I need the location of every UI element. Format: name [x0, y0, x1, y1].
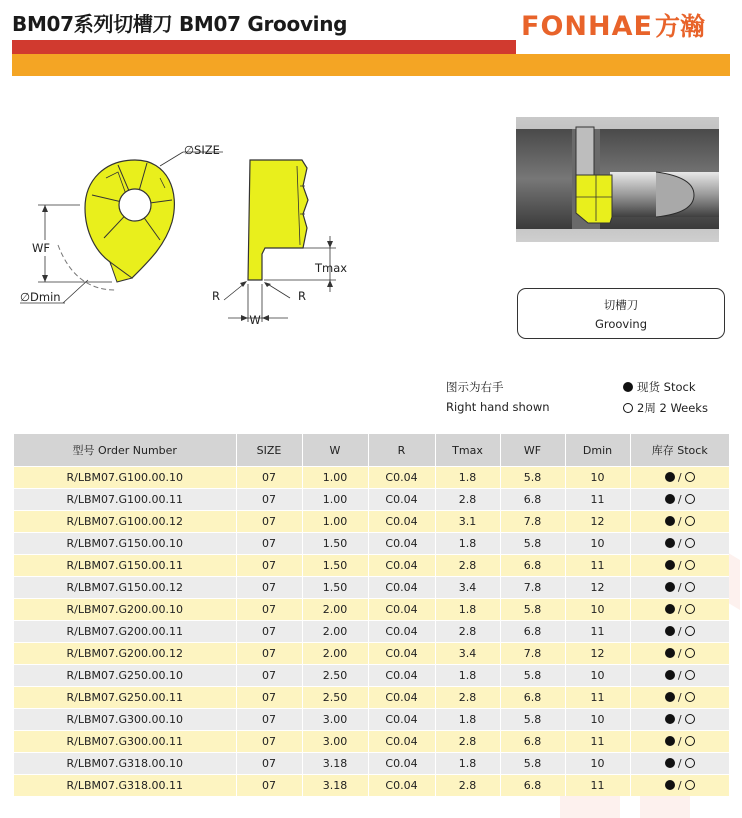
cell-r: C0.04	[368, 599, 435, 621]
cell-w: 2.00	[302, 643, 368, 665]
cell-tmax: 1.8	[435, 467, 500, 489]
cell-r: C0.04	[368, 775, 435, 797]
stock-separator: /	[677, 647, 682, 660]
cell-tmax: 2.8	[435, 489, 500, 511]
application-photo	[516, 117, 719, 242]
filled-circle-icon	[665, 714, 675, 724]
cell-dmin: 11	[565, 489, 630, 511]
filled-circle-icon	[665, 692, 675, 702]
wf-label: WF	[32, 241, 50, 255]
cell-order-number: R/LBM07.G250.00.10	[14, 665, 236, 687]
header-stock: 库存 Stock	[630, 434, 729, 467]
cell-w: 1.50	[302, 533, 368, 555]
table-row	[14, 599, 729, 621]
table-row	[14, 687, 729, 709]
brand-name-en: FONHAE	[521, 11, 653, 42]
cell-stock	[630, 511, 729, 533]
cell-size: 07	[236, 577, 302, 599]
table-header-row	[14, 434, 729, 467]
cell-tmax: 3.1	[435, 511, 500, 533]
cell-w: 1.50	[302, 555, 368, 577]
open-circle-icon	[685, 494, 695, 504]
header-red-bar	[12, 40, 516, 54]
cell-stock	[630, 643, 729, 665]
filled-circle-icon	[665, 670, 675, 680]
open-circle-icon	[685, 560, 695, 570]
application-name-en: Grooving	[594, 317, 648, 331]
table-row	[14, 467, 729, 489]
cell-order-number: R/LBM07.G100.00.10	[14, 467, 236, 489]
cell-order-number: R/LBM07.G318.00.11	[14, 775, 236, 797]
table-row	[14, 643, 729, 665]
filled-circle-icon	[665, 494, 675, 504]
cell-stock	[630, 687, 729, 709]
cell-wf: 5.8	[500, 533, 565, 555]
table-row	[14, 555, 729, 577]
cell-r: C0.04	[368, 555, 435, 577]
cell-stock	[630, 775, 729, 797]
cell-r: C0.04	[368, 577, 435, 599]
stock-separator: /	[677, 713, 682, 726]
open-circle-icon	[685, 736, 695, 746]
cell-r: C0.04	[368, 511, 435, 533]
filled-circle-icon	[665, 736, 675, 746]
cell-tmax: 3.4	[435, 643, 500, 665]
hand-note-cn: 图示为右手	[446, 380, 504, 394]
open-circle-icon	[685, 758, 695, 768]
cell-tmax: 1.8	[435, 665, 500, 687]
stock-separator: /	[677, 559, 682, 572]
cell-wf: 6.8	[500, 621, 565, 643]
cell-dmin: 10	[565, 467, 630, 489]
cell-order-number: R/LBM07.G150.00.10	[14, 533, 236, 555]
legend-stock-text: 现货 Stock	[637, 380, 696, 394]
stock-separator: /	[677, 537, 682, 550]
filled-circle-icon	[665, 582, 675, 592]
open-circle-icon	[685, 626, 695, 636]
table-row	[14, 511, 729, 533]
stock-separator: /	[677, 471, 682, 484]
r-right-label: R	[298, 289, 306, 303]
cell-order-number: R/LBM07.G300.00.10	[14, 709, 236, 731]
stock-separator: /	[677, 757, 682, 770]
cell-stock	[630, 621, 729, 643]
cell-w: 3.18	[302, 775, 368, 797]
w-label: W	[249, 313, 261, 327]
header-r: R	[368, 434, 435, 467]
cell-size: 07	[236, 489, 302, 511]
cell-dmin: 11	[565, 621, 630, 643]
cell-stock	[630, 753, 729, 775]
cell-w: 2.50	[302, 687, 368, 709]
legend-weeks	[623, 400, 708, 416]
stock-separator: /	[677, 603, 682, 616]
stock-separator: /	[677, 581, 682, 594]
tmax-label: Tmax	[315, 261, 348, 275]
filled-circle-icon	[665, 538, 675, 548]
cell-r: C0.04	[368, 687, 435, 709]
cell-stock	[630, 599, 729, 621]
cell-wf: 5.8	[500, 709, 565, 731]
cell-order-number: R/LBM07.G100.00.11	[14, 489, 236, 511]
legend-weeks-text: 2周 2 Weeks	[637, 401, 708, 415]
filled-circle-icon	[665, 626, 675, 636]
cell-order-number: R/LBM07.G300.00.11	[14, 731, 236, 753]
hand-note-en: Right hand shown	[446, 400, 550, 414]
header-w: W	[302, 434, 368, 467]
cell-wf: 6.8	[500, 687, 565, 709]
filled-circle-icon	[665, 780, 675, 790]
cell-wf: 7.8	[500, 577, 565, 599]
cell-size: 07	[236, 731, 302, 753]
open-circle-icon	[685, 582, 695, 592]
page-title: BM07系列切槽刀 BM07 Grooving	[12, 12, 348, 36]
stock-separator: /	[677, 779, 682, 792]
cell-r: C0.04	[368, 489, 435, 511]
table-row	[14, 533, 729, 555]
cell-wf: 5.8	[500, 467, 565, 489]
cell-dmin: 10	[565, 665, 630, 687]
cell-dmin: 11	[565, 687, 630, 709]
cell-r: C0.04	[368, 621, 435, 643]
cell-wf: 5.8	[500, 665, 565, 687]
header-size: SIZE	[236, 434, 302, 467]
table-row	[14, 621, 729, 643]
cell-tmax: 2.8	[435, 687, 500, 709]
r-left-label: R	[212, 289, 220, 303]
cell-order-number: R/LBM07.G250.00.11	[14, 687, 236, 709]
cell-order-number: R/LBM07.G150.00.12	[14, 577, 236, 599]
dmin-label: ∅Dmin	[20, 290, 61, 304]
header-orange-bar	[12, 54, 730, 76]
cell-dmin: 10	[565, 599, 630, 621]
cell-order-number: R/LBM07.G100.00.12	[14, 511, 236, 533]
cell-r: C0.04	[368, 709, 435, 731]
cell-wf: 7.8	[500, 643, 565, 665]
cell-order-number: R/LBM07.G200.00.10	[14, 599, 236, 621]
cell-wf: 5.8	[500, 599, 565, 621]
brand-logo	[521, 12, 705, 42]
open-circle-icon	[623, 403, 633, 413]
application-label	[517, 288, 725, 339]
cell-dmin: 10	[565, 753, 630, 775]
cell-dmin: 12	[565, 577, 630, 599]
cell-stock	[630, 731, 729, 753]
cell-w: 2.50	[302, 665, 368, 687]
filled-circle-icon	[665, 604, 675, 614]
cell-dmin: 11	[565, 555, 630, 577]
cell-r: C0.04	[368, 731, 435, 753]
open-circle-icon	[685, 692, 695, 702]
filled-circle-icon	[665, 648, 675, 658]
header-tmax: Tmax	[435, 434, 500, 467]
open-circle-icon	[685, 670, 695, 680]
cell-tmax: 2.8	[435, 621, 500, 643]
table-row	[14, 709, 729, 731]
cell-w: 3.00	[302, 731, 368, 753]
insert-side-view	[248, 160, 308, 280]
stock-separator: /	[677, 625, 682, 638]
open-circle-icon	[685, 538, 695, 548]
cell-stock	[630, 533, 729, 555]
open-circle-icon	[685, 648, 695, 658]
cell-dmin: 10	[565, 709, 630, 731]
cell-tmax: 1.8	[435, 533, 500, 555]
spec-table	[14, 434, 729, 796]
open-circle-icon	[685, 780, 695, 790]
cell-r: C0.04	[368, 467, 435, 489]
cell-size: 07	[236, 775, 302, 797]
cell-stock	[630, 709, 729, 731]
cell-tmax: 1.8	[435, 709, 500, 731]
cell-w: 2.00	[302, 621, 368, 643]
cell-tmax: 2.8	[435, 731, 500, 753]
application-name-cn: 切槽刀	[603, 298, 639, 312]
cell-w: 3.00	[302, 709, 368, 731]
table-row	[14, 753, 729, 775]
open-circle-icon	[685, 472, 695, 482]
header-wf: WF	[500, 434, 565, 467]
cell-dmin: 11	[565, 731, 630, 753]
cell-dmin: 11	[565, 775, 630, 797]
cell-size: 07	[236, 709, 302, 731]
filled-circle-icon	[665, 516, 675, 526]
cell-w: 3.18	[302, 753, 368, 775]
table-row	[14, 731, 729, 753]
cell-order-number: R/LBM07.G150.00.11	[14, 555, 236, 577]
cell-stock	[630, 467, 729, 489]
cell-size: 07	[236, 599, 302, 621]
cell-size: 07	[236, 687, 302, 709]
cell-size: 07	[236, 643, 302, 665]
table-row	[14, 665, 729, 687]
cell-size: 07	[236, 555, 302, 577]
cell-wf: 7.8	[500, 511, 565, 533]
cell-wf: 6.8	[500, 555, 565, 577]
cell-wf: 6.8	[500, 489, 565, 511]
cell-order-number: R/LBM07.G318.00.10	[14, 753, 236, 775]
stock-separator: /	[677, 669, 682, 682]
filled-circle-icon	[665, 472, 675, 482]
cell-order-number: R/LBM07.G200.00.11	[14, 621, 236, 643]
stock-separator: /	[677, 735, 682, 748]
stock-separator: /	[677, 515, 682, 528]
cell-size: 07	[236, 665, 302, 687]
stock-separator: /	[677, 691, 682, 704]
insert-diagram	[0, 100, 500, 330]
table-row	[14, 489, 729, 511]
cell-tmax: 1.8	[435, 753, 500, 775]
legend-stock	[623, 379, 695, 395]
cell-tmax: 3.4	[435, 577, 500, 599]
open-circle-icon	[685, 516, 695, 526]
cell-size: 07	[236, 467, 302, 489]
cell-stock	[630, 555, 729, 577]
cell-dmin: 12	[565, 511, 630, 533]
table-row	[14, 775, 729, 797]
stock-separator: /	[677, 493, 682, 506]
cell-w: 1.00	[302, 467, 368, 489]
cell-wf: 6.8	[500, 775, 565, 797]
cell-size: 07	[236, 621, 302, 643]
cell-size: 07	[236, 533, 302, 555]
open-circle-icon	[685, 604, 695, 614]
cell-r: C0.04	[368, 533, 435, 555]
cell-w: 1.00	[302, 489, 368, 511]
cell-stock	[630, 665, 729, 687]
cell-w: 1.00	[302, 511, 368, 533]
header-dmin: Dmin	[565, 434, 630, 467]
insert-front-view	[85, 160, 174, 282]
cell-size: 07	[236, 753, 302, 775]
cell-tmax: 2.8	[435, 775, 500, 797]
filled-circle-icon	[665, 560, 675, 570]
brand-name-cn: 方瀚	[654, 12, 705, 41]
cell-tmax: 2.8	[435, 555, 500, 577]
open-circle-icon	[685, 714, 695, 724]
cell-order-number: R/LBM07.G200.00.12	[14, 643, 236, 665]
header-order-number: 型号 Order Number	[14, 434, 236, 467]
cell-dmin: 10	[565, 533, 630, 555]
cell-wf: 6.8	[500, 731, 565, 753]
size-label: ∅SIZE	[184, 143, 220, 157]
cell-size: 07	[236, 511, 302, 533]
cell-r: C0.04	[368, 753, 435, 775]
cell-tmax: 1.8	[435, 599, 500, 621]
cell-r: C0.04	[368, 643, 435, 665]
table-body	[14, 467, 729, 797]
cell-wf: 5.8	[500, 753, 565, 775]
cell-r: C0.04	[368, 665, 435, 687]
cell-dmin: 12	[565, 643, 630, 665]
filled-circle-icon	[665, 758, 675, 768]
table-row	[14, 577, 729, 599]
cell-w: 1.50	[302, 577, 368, 599]
filled-circle-icon	[623, 382, 633, 392]
cell-w: 2.00	[302, 599, 368, 621]
cell-stock	[630, 577, 729, 599]
cell-stock	[630, 489, 729, 511]
